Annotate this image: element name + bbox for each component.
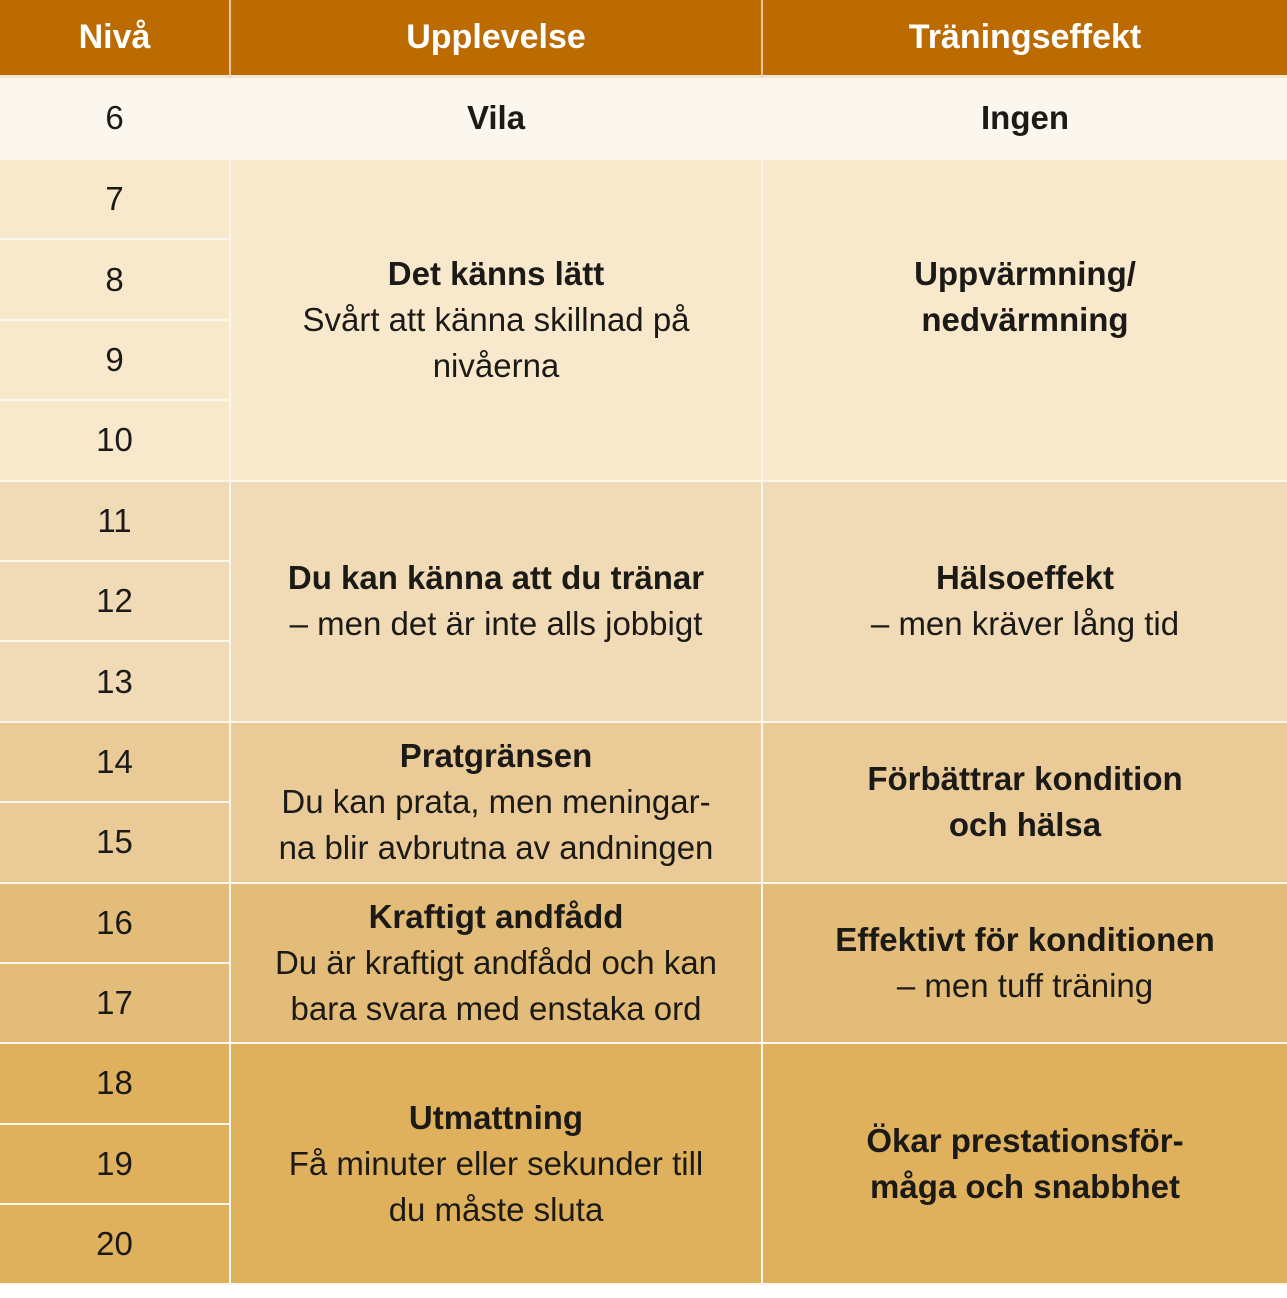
header-effect: Träningseffekt	[763, 0, 1287, 78]
level-cell: 6	[0, 78, 231, 160]
level-cell: 7	[0, 160, 231, 240]
effect-line: Ingen	[981, 99, 1069, 136]
experience-title: Kraftigt andfådd	[368, 897, 624, 935]
experience-line: du måste sluta	[388, 1190, 604, 1228]
level-cell: 17	[0, 964, 231, 1044]
effect-line: Ökar prestationsför-	[866, 1121, 1184, 1159]
level-cell: 8	[0, 240, 231, 320]
header-experience: Upplevelse	[231, 0, 763, 78]
experience-title: Det känns lätt	[387, 254, 605, 292]
experience-cell-talk-limit	[231, 723, 763, 884]
experience-line: Du kan prata, men meningar-	[281, 783, 711, 821]
effect-cell-health	[763, 482, 1287, 723]
level-cell: 14	[0, 723, 231, 803]
level-cell: 15	[0, 803, 231, 883]
experience-cell-training	[231, 482, 763, 723]
effect-cell-effective	[763, 884, 1287, 1045]
effect-line: och hälsa	[948, 806, 1102, 844]
effect-sub: – men kräver lång tid	[870, 605, 1180, 643]
level-cell: 16	[0, 884, 231, 964]
experience-line: na blir avbrutna av andningen	[278, 829, 714, 867]
effect-line: nedvärmning	[921, 300, 1129, 338]
experience-title: Pratgränsen	[399, 737, 593, 775]
effect-line: Förbättrar kondition	[867, 760, 1183, 798]
experience-title: Du kan känna att du tränar	[287, 559, 705, 597]
experience-title: Utmattning	[408, 1098, 584, 1136]
effect-line: Hälsoeffekt	[936, 559, 1114, 597]
effect-cell-rest	[763, 78, 1287, 160]
experience-line: Få minuter eller sekunder till	[288, 1144, 704, 1182]
effect-line: Effektivt för konditionen	[835, 920, 1215, 958]
effect-sub: – men tuff träning	[896, 966, 1154, 1004]
level-cell: 12	[0, 562, 231, 642]
experience-cell-exhaustion	[231, 1044, 763, 1285]
experience-line: bara svara med enstaka ord	[290, 989, 702, 1027]
experience-cell-easy	[231, 160, 763, 482]
experience-line: Svårt att känna skillnad på	[302, 300, 690, 338]
experience-line: – men det är inte alls jobbigt	[289, 605, 703, 643]
level-cell: 10	[0, 401, 231, 481]
level-cell: 18	[0, 1044, 231, 1124]
level-cell: 13	[0, 642, 231, 722]
experience-line: Du är kraftigt andfådd och kan	[274, 943, 718, 981]
experience-cell-rest	[231, 78, 763, 160]
level-cell: 11	[0, 482, 231, 562]
effect-line: Uppvärmning/	[914, 254, 1136, 292]
experience-title: Vila	[466, 99, 526, 136]
effect-cell-performance	[763, 1044, 1287, 1285]
level-cell: 19	[0, 1125, 231, 1205]
experience-cell-breathless	[231, 884, 763, 1045]
effect-cell-warmup	[763, 160, 1287, 482]
effect-line: måga och snabbhet	[870, 1167, 1180, 1205]
effect-cell-condition-health	[763, 723, 1287, 884]
header-level: Nivå	[0, 0, 231, 78]
experience-line: nivåerna	[432, 346, 560, 384]
level-cell: 20	[0, 1205, 231, 1285]
level-cell: 9	[0, 321, 231, 401]
